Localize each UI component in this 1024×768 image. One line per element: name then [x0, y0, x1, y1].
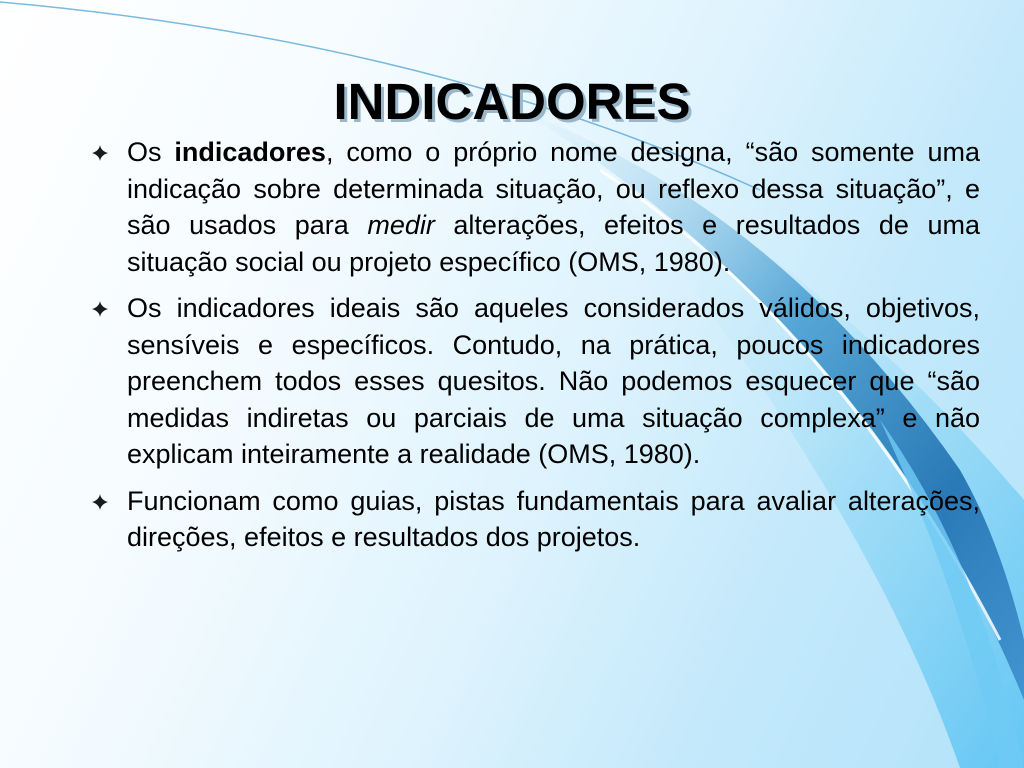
bullet-text-run: Os indicadores ideais são aqueles considerados válidos, objetivos, sensíveis e específicos. Contudo, na prática, poucos indicadores preenchem todos esses quesitos. Não podemos esquecer que “são medidas indiretas ou parciais de uma situação complexa” e não explicam inteiramente a realidade (OMS, 1980).: [127, 293, 980, 469]
bullet-text-run: alterações, efeitos e resultados de uma situação social ou projeto específico (OMS, 1980).: [127, 210, 980, 277]
bullet-text-run: medir: [367, 210, 435, 240]
bullet-item: [92, 134, 980, 280]
diamond-bullet-icon: [92, 145, 108, 161]
bullet-text: [127, 293, 980, 469]
bullet-text-run: Os: [127, 137, 175, 167]
bullet-text: [127, 486, 980, 553]
slide-title: INDICADORES: [333, 73, 691, 130]
bullet-text: [127, 137, 980, 277]
bullet-item: [92, 483, 980, 556]
bullet-item: [92, 290, 980, 473]
bullet-text-run: Funcionam como guias, pistas fundamentais para avaliar alterações, direções, efeitos e resultados dos projetos.: [127, 485, 980, 552]
bullet-text-run: , como o próprio nome designa, “são somente uma indicação sobre determinada situação, ou reflexo dessa situação”, e são usados para: [127, 137, 980, 240]
bullet-text-run: indicadores: [174, 137, 326, 167]
bullet-list: [92, 134, 980, 566]
diamond-bullet-icon: [92, 301, 108, 317]
diamond-bullet-icon: [92, 494, 108, 510]
